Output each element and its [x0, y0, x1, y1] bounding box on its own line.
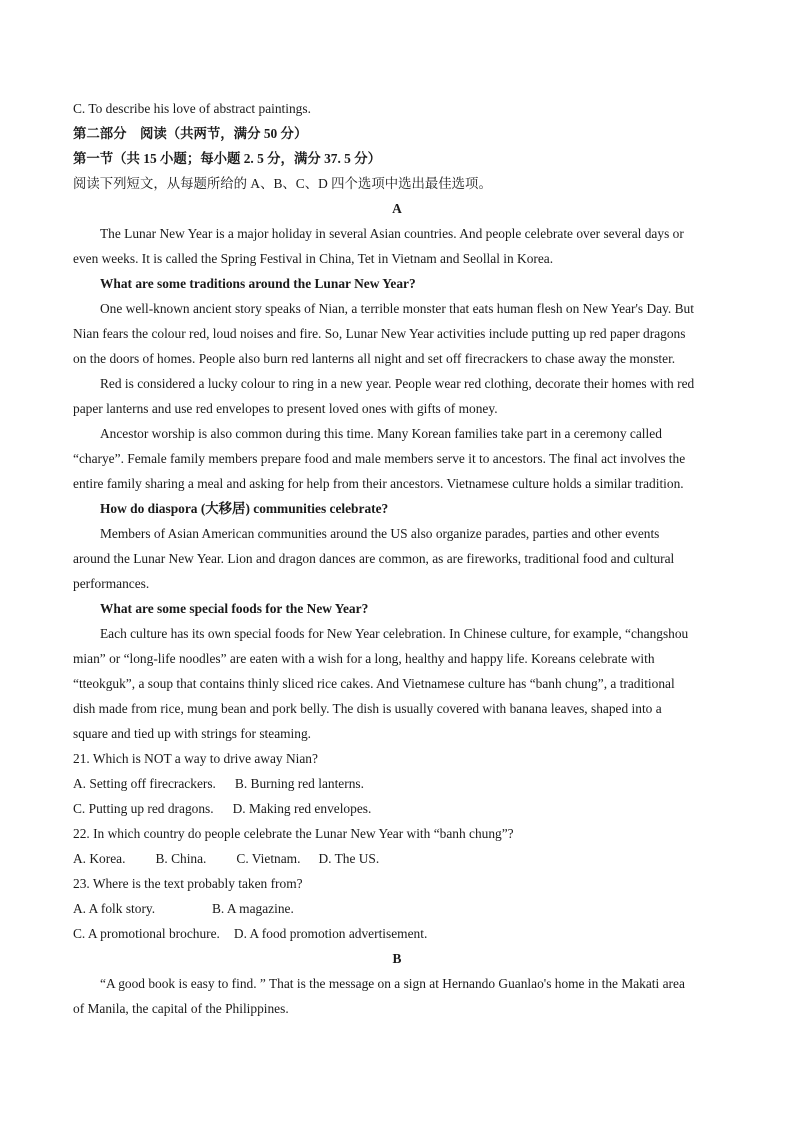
- question-22-options-row: [73, 850, 379, 868]
- passage-a-line: mian” or “long-life noodles” are eaten with a wish for a long, healthy and happy life. Koreans celebrate with: [73, 651, 655, 666]
- question-22-option-c: C. Vietnam.: [236, 851, 301, 866]
- part-two-heading: 第二部分 阅读（共两节，满分 50 分）: [73, 126, 308, 141]
- question-22-option-a: A. Korea.: [73, 851, 126, 866]
- passage-b-line: of Manila, the capital of the Philippines.: [73, 1001, 289, 1016]
- passage-a-line: square and tied up with strings for steaming.: [73, 726, 312, 741]
- question-22-option-d: D. The US.: [318, 851, 380, 866]
- passage-a-line: The Lunar New Year is a major holiday in several Asian countries. And people celebrate over several days or: [100, 226, 684, 241]
- question-21-option-a: A. Setting off firecrackers.: [73, 776, 216, 791]
- passage-a-line: “tteokguk”, a soup that contains thinly sliced rice cakes. And Vietnamese culture has “banh chung”, a traditional: [73, 676, 675, 691]
- passage-a-subheading: How do diaspora (大移居) communities celebrate?: [100, 501, 389, 516]
- passage-a-line: around the Lunar New Year. Lion and dragon dances are common, as are fireworks, traditional food and cultural: [73, 551, 675, 566]
- passage-a-line: paper lanterns and use red envelopes to present loved ones with gifts of money.: [73, 401, 498, 416]
- passage-b-line: “A good book is easy to find. ” That is the message on a sign at Hernando Guanlao's home in the Makati area: [100, 976, 685, 991]
- question-23-options-row: [73, 925, 427, 943]
- passage-a-line: Ancestor worship is also common during this time. Many Korean families take part in a ceremony called: [100, 426, 662, 441]
- passage-a-line: dish made from rice, mung bean and pork belly. The dish is usually covered with banana leaves, shaped into a: [73, 701, 662, 716]
- question-21-option-d: D. Making red envelopes.: [232, 801, 372, 816]
- passage-a-line: Nian fears the colour red, loud noises and fire. So, Lunar New Year activities include putting up red paper dragons: [73, 326, 686, 341]
- passage-b-label: B: [392, 951, 402, 966]
- passage-a-line: Each culture has its own special foods for New Year celebration. In Chinese culture, for example, “changshou: [100, 626, 689, 641]
- passage-a-line: even weeks. It is called the Spring Festival in China, Tet in Vietnam and Seollal in Korea.: [73, 251, 554, 266]
- passage-a-subheading: What are some traditions around the Lunar New Year?: [100, 276, 416, 291]
- question-21-option-b: B. Burning red lanterns.: [234, 776, 364, 791]
- previous-question-option-c: C. To describe his love of abstract paintings.: [73, 101, 311, 116]
- question-23-option-a: A. A folk story.: [73, 901, 156, 916]
- question-23-option-d: D. A food promotion advertisement.: [233, 926, 428, 941]
- question-23-option-b: B. A magazine.: [212, 901, 294, 916]
- question-22-stem: 22. In which country do people celebrate the Lunar New Year with “banh chung”?: [73, 826, 514, 841]
- passage-a-line: entire family sharing a meal and asking for help from their ancestors. Vietnamese culture holds a similar tradition.: [73, 476, 684, 491]
- passage-a-line: performances.: [73, 576, 150, 591]
- question-23-stem: 23. Where is the text probably taken from?: [73, 876, 303, 891]
- question-21-stem: 21. Which is NOT a way to drive away Nian?: [73, 751, 318, 766]
- passage-a-line: One well-known ancient story speaks of Nian, a terrible monster that eats human flesh on New Year's Day. But: [100, 301, 694, 316]
- passage-a-line: “charye”. Female family members prepare food and male members serve it to ancestors. The final act involves the: [73, 451, 686, 466]
- question-21-options-row: [73, 775, 364, 793]
- passage-a-line: on the doors of homes. People also burn red lanterns all night and set off firecrackers to chase away the monster.: [73, 351, 676, 366]
- question-22-option-b: B. China.: [155, 851, 207, 866]
- passage-a-line: Members of Asian American communities around the US also organize parades, parties and other events: [100, 526, 660, 541]
- passage-a-label: A: [392, 201, 402, 216]
- instructions: 阅读下列短文，从每题所给的 A、B、C、D 四个选项中选出最佳选项。: [73, 176, 492, 191]
- question-23-options-row: [73, 900, 294, 918]
- question-21-options-row: [73, 800, 371, 818]
- question-21-option-c: C. Putting up red dragons.: [73, 801, 214, 816]
- passage-a-subheading: What are some special foods for the New Year?: [100, 601, 369, 616]
- passage-a-line: Red is considered a lucky colour to ring in a new year. People wear red clothing, decorate their homes with red: [100, 376, 695, 391]
- question-23-option-c: C. A promotional brochure.: [73, 926, 220, 941]
- section-one-heading: 第一节（共 15 小题；每小题 2. 5 分，满分 37. 5 分）: [73, 151, 381, 166]
